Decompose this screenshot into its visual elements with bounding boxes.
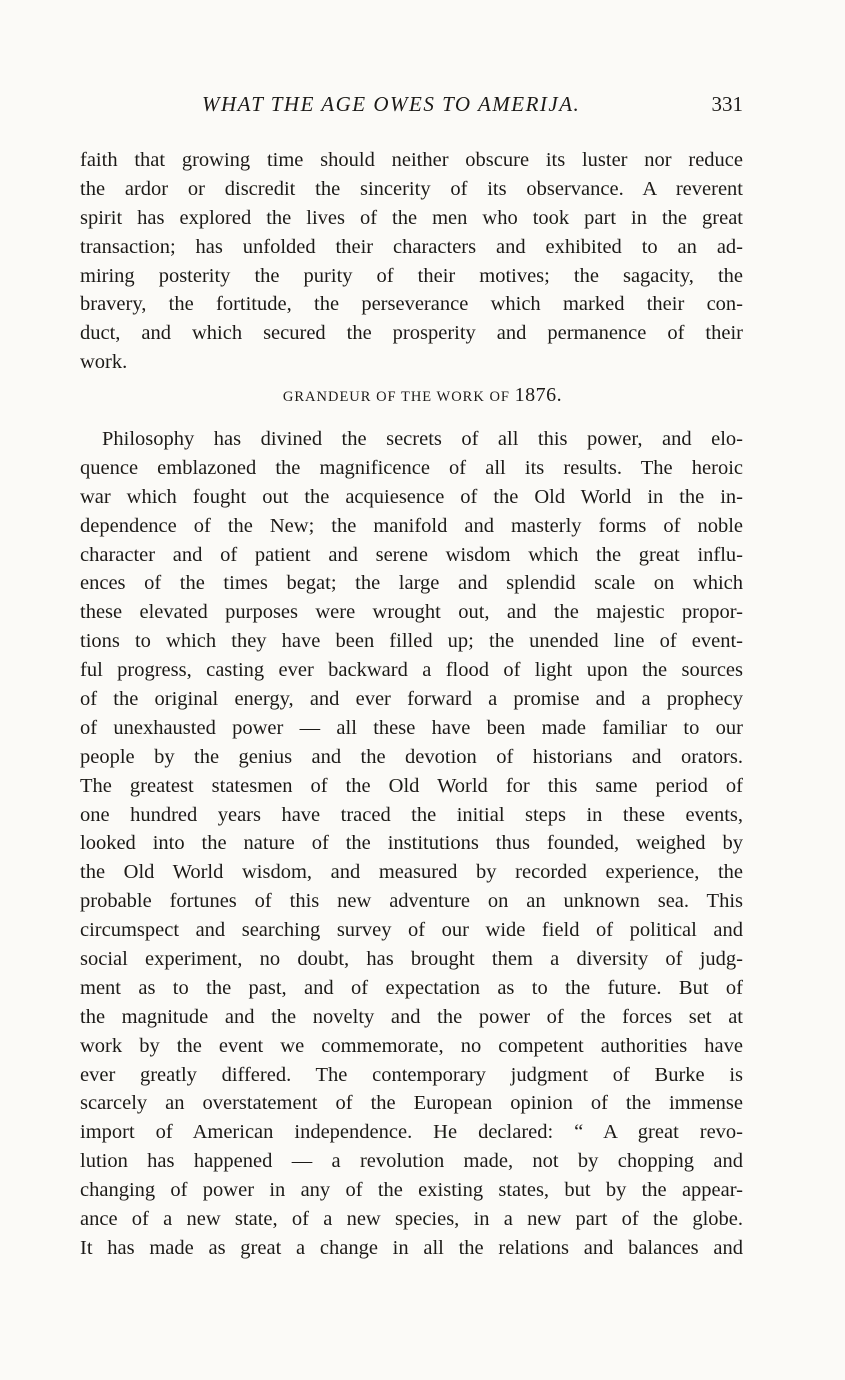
text-line: Philosophy has divined the secrets of all this power, and elo- — [102, 428, 743, 450]
paragraph-2 — [80, 425, 743, 1263]
text-line: miring posterity the purity of their motives; the sagacity, the — [80, 264, 743, 287]
running-title: WHAT THE AGE OWES TO AMERIJA. — [202, 92, 581, 116]
text-line: dependence of the New; the manifold and masterly forms of noble — [80, 514, 743, 537]
text-line: probable fortunes of this new adventure on an unknown sea. This — [80, 890, 743, 913]
text-line: bravery, the fortitude, the perseverance which marked their con- — [80, 293, 743, 316]
text-line: social experiment, no doubt, has brought them a diversity of judg- — [80, 948, 743, 971]
text-line: the Old World wisdom, and measured by recorded experience, the — [80, 861, 743, 884]
text-line: ful progress, casting ever backward a flood of light upon the sources — [80, 659, 743, 682]
text-line: The greatest statesmen of the Old World for this same period of — [80, 774, 743, 797]
text-line: tions to which they have been filled up; the unended line of event- — [80, 630, 743, 653]
text-line: lution has happened — a revolution made, not by chopping and — [80, 1150, 743, 1173]
text-line: the ardor or discredit the sincerity of its observance. A reverent — [80, 177, 743, 200]
text-line: people by the genius and the devotion of historians and orators. — [80, 745, 743, 768]
text-line: these elevated purposes were wrought out, and the majestic propor- — [80, 601, 743, 624]
text-line: of unexhausted power — all these have been made familiar to our — [80, 716, 743, 739]
text-line: ance of a new state, of a new species, in a new part of the globe. — [80, 1208, 743, 1231]
text-line: work by the event we commemorate, no competent authorities have — [80, 1034, 743, 1057]
text-line: circumspect and searching survey of our wide field of political and — [80, 919, 743, 942]
text-line: import of American independence. He declared: “ A great revo- — [80, 1121, 743, 1144]
section-heading-year: 1876. — [514, 384, 563, 406]
text-line: quence emblazoned the magnificence of all its results. The heroic — [80, 456, 743, 479]
text-line: scarcely an overstatement of the European opinion of the immense — [80, 1092, 743, 1115]
text-line: ment as to the past, and of expectation as to the future. But of — [80, 976, 743, 999]
section-heading — [0, 380, 845, 412]
text-line: ences of the times begat; the large and splendid scale on which — [80, 572, 743, 595]
text-line: character and of patient and serene wisdom which the great influ- — [80, 543, 743, 566]
text-line: transaction; has unfolded their characters and exhibited to an ad- — [80, 235, 743, 258]
section-heading-text: GRANDEUR OF THE WORK OF — [282, 389, 510, 405]
text-line: changing of power in any of the existing states, but by the appear- — [80, 1179, 743, 1202]
page-number: 331 — [711, 92, 743, 116]
text-line: ever greatly differed. The contemporary judgment of Burke is — [80, 1063, 743, 1086]
paragraph-1 — [80, 146, 743, 377]
text-line: faith that growing time should neither obscure its luster nor reduce — [80, 149, 743, 171]
text-line: of the original energy, and ever forward a promise and a prophecy — [80, 688, 743, 711]
text-line: war which fought out the acquiesence of the Old World in the in- — [80, 485, 743, 508]
text-line: It has made as great a change in all the relations and balances and — [80, 1236, 743, 1259]
text-line: the magnitude and the novelty and the power of the forces set at — [80, 1005, 743, 1028]
text-line: spirit has explored the lives of the men who took part in the great — [80, 206, 743, 229]
text-line: duct, and which secured the prosperity and permanence of their — [80, 322, 743, 345]
text-line: looked into the nature of the institutions thus founded, weighed by — [80, 832, 743, 855]
text-line: work. — [80, 351, 128, 374]
running-header — [80, 92, 743, 122]
text-line: one hundred years have traced the initial steps in these events, — [80, 803, 743, 826]
